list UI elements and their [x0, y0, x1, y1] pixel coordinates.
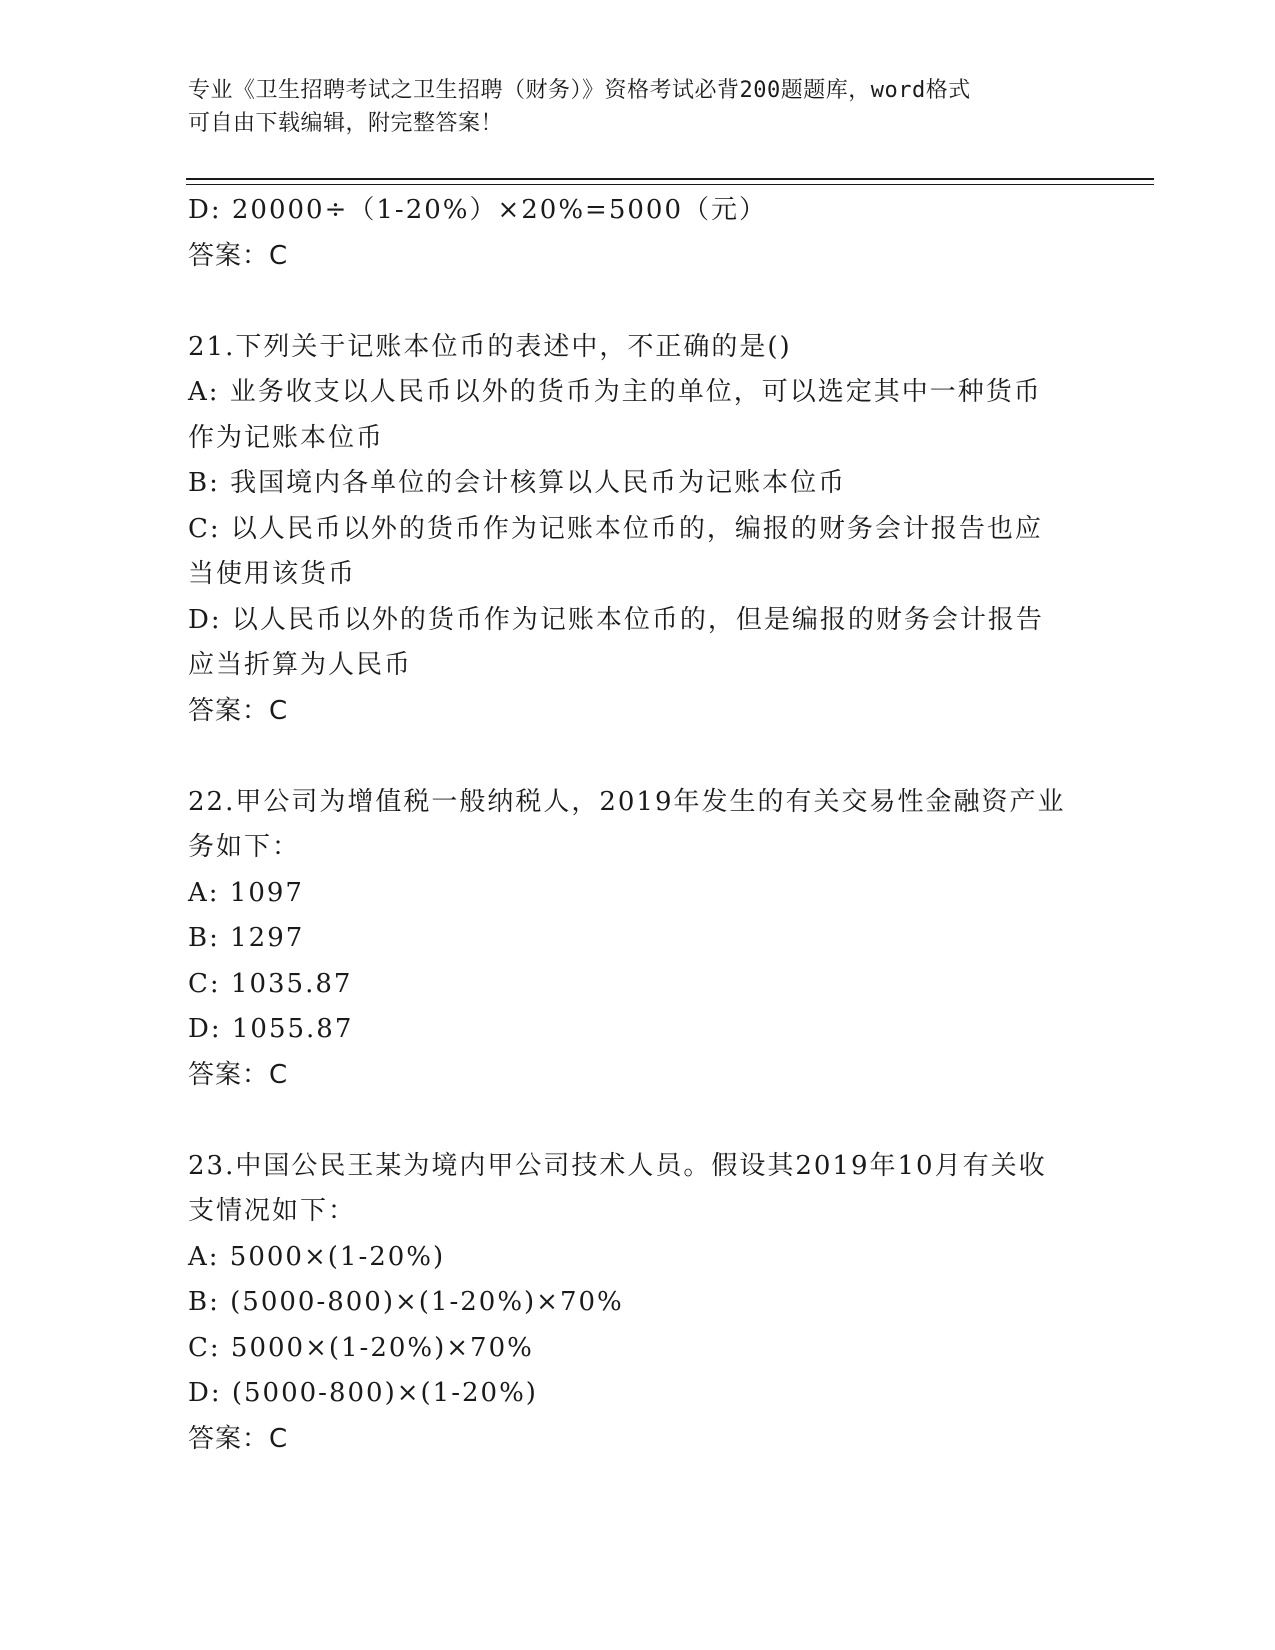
option-a: A: 1097 [188, 877, 304, 908]
option-a: A: 5000×(1-20%) [188, 1241, 446, 1272]
question-stem: 22.甲公司为增值税一般纳税人，2019年发生的有关交易性金融资产业 [188, 786, 1066, 817]
question-22 [188, 780, 1088, 1099]
question-stem: 23.中国公民王某为境内甲公司技术人员。假设其2019年10月有关收 [188, 1150, 1047, 1181]
answer-line: 答案：C [188, 240, 289, 271]
question-23 [188, 1144, 1088, 1463]
option-a-continued: 作为记账本位币 [188, 422, 385, 453]
option-c: C: 1035.87 [188, 968, 353, 999]
spacer [188, 734, 1088, 780]
option-d: D: 20000÷（1-20%）×20%=5000（元） [188, 195, 768, 225]
answer-line: 答案：C [188, 695, 289, 726]
option-c-continued: 当使用该货币 [188, 559, 357, 589]
question-stem: 21.下列关于记账本位币的表述中，不正确的是() [188, 331, 792, 362]
option-b: B: 我国境内各单位的会计核算以人民币为记账本位币 [188, 468, 847, 498]
option-a: A: 业务收支以人民币以外的货币为主的单位，可以选定其中一种货币 [188, 377, 1042, 407]
question-21 [188, 325, 1088, 735]
option-d: D: (5000-800)×(1-20%) [188, 1378, 538, 1408]
option-c: C: 以人民币以外的货币作为记账本位币的，编报的财务会计报告也应 [188, 513, 1043, 544]
previous-question-tail [188, 188, 1088, 279]
answer-line: 答案：C [188, 1423, 289, 1454]
option-d: D: 1055.87 [188, 1014, 354, 1044]
spacer [188, 1098, 1088, 1144]
header-title-line-2: 可自由下载编辑，附完整答案！ [188, 111, 504, 136]
option-d: D: 以人民币以外的货币作为记账本位币的，但是编报的财务会计报告 [188, 604, 1044, 635]
answer-line: 答案：C [188, 1059, 289, 1090]
header-divider-thick [186, 178, 1154, 180]
option-c: C: 5000×(1-20%)×70% [188, 1332, 534, 1363]
question-content [188, 188, 1088, 1462]
option-b: B: 1297 [188, 923, 305, 953]
question-stem-continued: 支情况如下： [188, 1196, 357, 1226]
question-stem-continued: 务如下： [188, 832, 301, 862]
header-divider-thin [186, 184, 1154, 185]
header-title-line-1: 专业《卫生招聘考试之卫生招聘（财务）》资格考试必背200题题库，word格式 [188, 78, 971, 103]
option-d-continued: 应当折算为人民币 [188, 650, 413, 680]
document-header [188, 74, 1088, 140]
spacer [188, 279, 1088, 325]
option-b: B: (5000-800)×(1-20%)×70% [188, 1287, 624, 1317]
